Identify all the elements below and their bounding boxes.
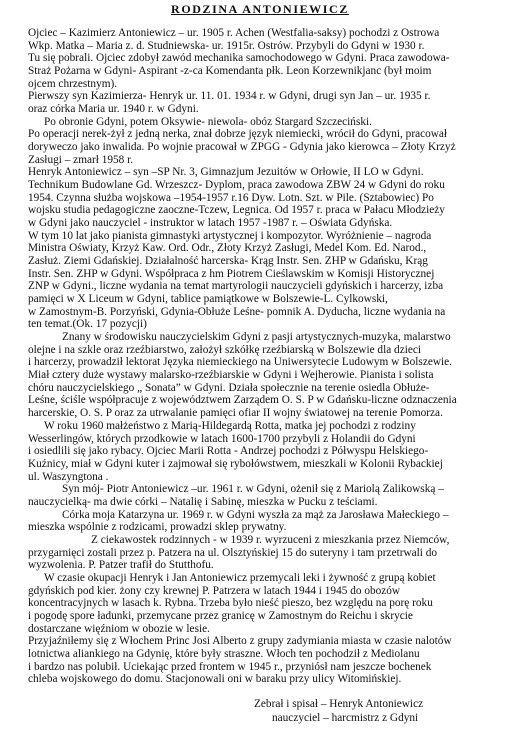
text-line: i pogodę spore ładunki, przemycane przez granicę w Zamostnym do Reichu i skrycie <box>28 609 413 622</box>
text-line: lotnictwa aliankiego na Gdynię, które były straszne. Włoch ten pochodził z Mediolanu <box>28 647 420 660</box>
text-line: Córka moja Katarzyna ur. 1969 r. w Gdyni wyszła za mąż za Jarosława Małeckiego – <box>62 508 449 521</box>
text-line: doryweczo jako inwalida. Po wojnie pracował w ZPGG - Gdynia jako kierowca – Złoty Krzyż <box>28 141 456 154</box>
text-line: Zasłuż. Ziemi Gdańskiej. Działalność harcerska- Krąg Instr. Sen. ZHP w Gdańsku, Krąg <box>28 255 428 268</box>
text-line: przygarnięci zostali przez p. Patzera na ul. Olsztyńskiej 15 do suteryny i tam przetrwali do <box>28 546 438 559</box>
text-line: Henryk Antoniewicz – syn –SP Nr. 3, Gimnazjum Jezuitów w Orłowie, II LO w Gdyni. <box>28 166 424 179</box>
text-line: dostarczane więźniom w obozie w lesie. <box>28 622 210 635</box>
text-line: W czasie okupacji Henryk i Jan Antoniewicz przemycali leki i żywność z grupą kobiet <box>44 571 436 584</box>
text-line: Przyjaźniłemy się z Włochem Princ Josi Alberto z grupy zadymiania miasta w czasie nalotów <box>28 635 452 648</box>
text-line: Po obronie Gdyni, potem Oksywie- niewola- obóz Stargard Szczeciński. <box>44 115 372 128</box>
text-line: olejne i na szkle oraz rzeźbiarstwo, założył szkółkę rzeźbiarską w Bolszewie dla dzieci <box>28 343 422 356</box>
text-line: Ministra Oświaty, Krzyż Kaw. Ord. Odr., Złoty Krzyż Zasługi, Medel Kom. Ed. Narod., <box>28 242 427 255</box>
document-body <box>28 27 502 686</box>
text-line: W tym 10 lat jako pianista gimnastyki artystycznej i kompozytor. Wyróżnienie – nagroda <box>28 229 432 242</box>
text-line: w Zamostnym-B. Porzyński, Gdynia-Obłuże Leśne- pomnik A. Dyducha, liczne wydania na <box>28 305 446 318</box>
text-line: 1954. Czynna służba wojskowa –1954-1957 r.16 Dyw. Lotn. Szt. w Pile. (Sztabowiec) Po <box>28 191 434 204</box>
text-line: Wesserlingów, których przodkowie w latach 1600-1700 przybyli z Holandii do Gdyni <box>28 432 416 445</box>
text-line: Leśne, ściśle współpracuje z województwem Zarządem O. S. P w Gdańsku-liczne odznaczenia <box>28 394 457 407</box>
signature-line-author: Zebrał i spisał – Henryk Antoniewicz <box>254 698 424 710</box>
text-line: wyzwolenia. P. Patzer trafił do Stutthofu. <box>28 559 214 572</box>
text-line: i osiedlili się jako rybacy. Ojciec Marii Rotta - Andrzej pochodzi z Półwyspu Helskiego- <box>28 445 429 458</box>
text-line: nauczycielką- ma dwie córki – Natalię i Sabinę, mieszka w Pucku z teściami. <box>28 495 378 508</box>
text-line: Syn mój- Piotr Antoniewicz –ur. 1961 r. w Gdyni, ożenił się z Mariolą Zalikowską – <box>62 483 444 496</box>
text-line: i harcerzy, prowadził lektorat Języka niemieckiego na Uniwersytecie Ludowym w Bolszewie. <box>28 356 452 369</box>
text-line: wojsku studia pedagogiczne zaoczne-Tczew, Legnica. Od 1957 r. praca w Pałacu Młodzieży <box>28 204 445 217</box>
text-line: Po operacji nerek-żył z jedną nerka, znał dobrze język niemiecki, wrócił do Gdyni, pracował <box>28 128 448 141</box>
text-line: ul. Waszyngtona . <box>28 470 109 483</box>
text-line: Miał cztery duże wystawy malarsko-rzeźbiarskie w Gdyni i Wejherowie. Pianista i solista <box>28 369 434 382</box>
text-line: mieszka wspólnie z rodzicami, prowadzi sklep prywatny. <box>28 521 287 534</box>
signature-line-role: nauczyciel – harcmistrz z Gdyni <box>272 712 419 724</box>
text-line: pamięci w X Liceum w Gdyni, tablice pamiątkowe w Bolszewie-L. Cylkowski, <box>28 293 388 306</box>
text-line: Tu się pobrali. Ojciec zdobył zawód mechanika samochodowego w Gdyni. Praca zawodowa- <box>28 52 450 65</box>
text-line: Zasługi – zmarł 1958 r. <box>28 153 134 166</box>
text-line: i bardzo nas polubił. Uciekając przed frontem w 1945 r., przyniósł nam jeszcze bochenek <box>28 660 432 673</box>
text-line: w Gdyni jako nauczyciel - instruktor w latach 1957 -1987 r. – Oświata Gdyńska. <box>28 217 393 230</box>
text-line: chleba wojskowego do domu. Stacjonowali oni w baraku przy ulicy Witomińskiej. <box>28 673 402 686</box>
text-line: chóru nauczycielskiego „ Sonata” w Gdyni. Działa społecznie na terenie osiedla Obłuże- <box>28 381 430 394</box>
text-line: gdyńskich pod kier. żony czy krewnej P. Patrzera w latach 1944 i 1945 do obozów <box>28 584 401 597</box>
text-line: Ojciec – Kazimierz Antoniewicz – ur. 1905 r. Achen (Westfalia-saksy) pochodzi z Ostrowa <box>28 27 440 39</box>
text-line: Wkp. Matka – Maria z. d. Studniewska- ur. 1915r. Ostrów. Przybyli do Gdyni w 1930 r. <box>28 39 425 52</box>
text-line: oraz córka Maria ur. 1940 r. w Gdyni. <box>28 103 199 116</box>
document-title: RODZINA ANTONIEWICZ <box>171 2 349 16</box>
text-line: ojcem chrzestnym). <box>28 77 118 90</box>
text-line: Z ciekawostek rodzinnych - w 1939 r. wyrzuceni z mieszkania przez Niemców, <box>91 533 450 546</box>
text-line: W roku 1960 małżeństwo z Marią-Hildegardą Rotta, matka jej pochodzi z rodziny <box>44 419 416 432</box>
text-line: Straż Pożarna w Gdyni- Aspirant -z-ca Komendanta płk. Leon Korzewnikjanc (był moim <box>28 65 432 78</box>
text-line: Instr. Sen. ZHP w Gdyni. Współpraca z hm Piotrem Cieślawskim w Komisji Historycznej <box>28 267 435 280</box>
text-line: Znany w środowisku nauczycielskim Gdyni z pasji artystycznych-muzyka, malarstwo <box>62 331 451 344</box>
text-line: Technikum Budowlane Gd. Wrzeszcz- Dyplom, praca zawodowa ZBW 24 w Gdyni do roku <box>28 179 445 192</box>
text-line: ten temat.(Ok. 17 pozycji) <box>28 318 147 331</box>
text-line: koncentracyjnych w lasach k. Rybna. Trzeba było nieść pieszo, bez względu na porę roku <box>28 597 433 610</box>
text-line: harcerskie, O. S. P oraz za utrwalanie pamięci ofiar II wojny światowej na terenie Pomorza. <box>28 407 443 420</box>
text-line: ZNP w Gdyni., liczne wydania na temat martyrologii nauczycieli gdyńskich i harcerzy, izba <box>28 280 444 293</box>
text-line: Kuźnicy, miał w Gdyni kuter i zajmował się rybołówstwem, mieszkali w Kolonii Rybackiej <box>28 457 443 470</box>
text-line: Pierwszy syn Kazimierza- Henryk ur. 11. 01. 1934 r. w Gdyni, drugi syn Jan – ur. 1935 r. <box>28 90 431 103</box>
